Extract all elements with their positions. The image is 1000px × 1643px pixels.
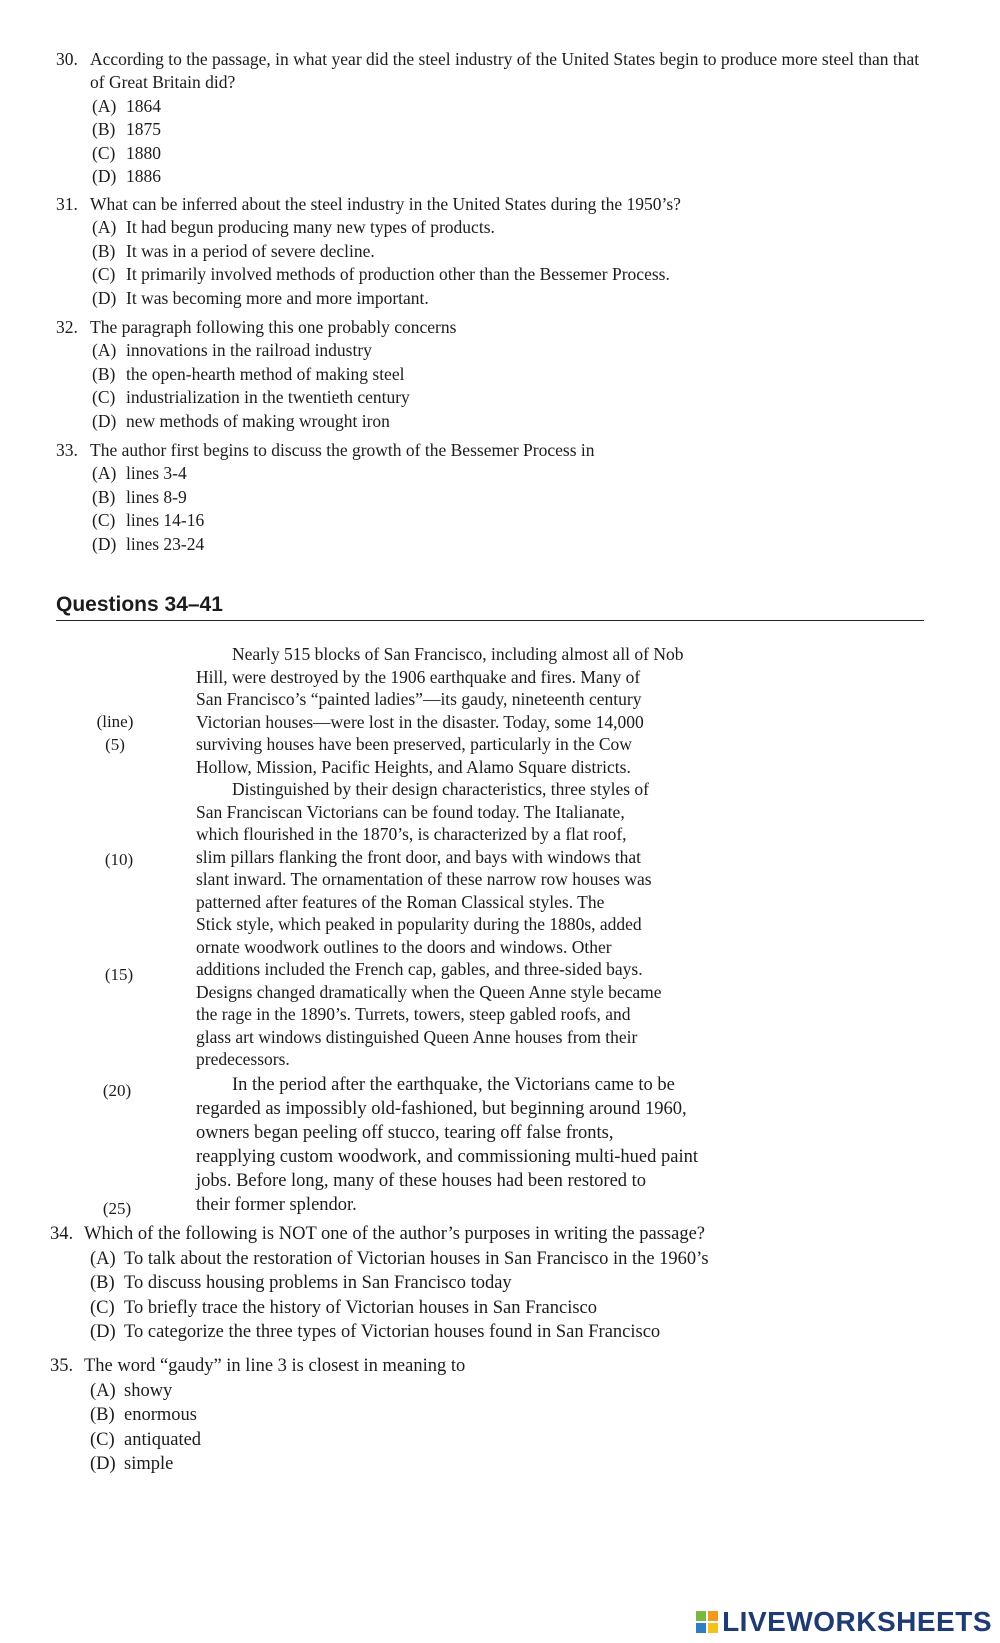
option-c[interactable] (56, 142, 936, 165)
option-label: (B) (90, 1405, 115, 1426)
line-marker-15: (15) (104, 965, 134, 984)
option-label: (A) (92, 463, 117, 484)
option-d[interactable] (56, 410, 936, 433)
option-text: It primarily involved methods of production other than the Bessemer Process. (126, 264, 670, 285)
option-label: (B) (90, 1273, 115, 1294)
option-a[interactable] (56, 216, 936, 239)
question-number: 31. (56, 194, 78, 214)
option-c[interactable] (56, 386, 936, 409)
option-text: new methods of making wrought iron (126, 410, 390, 431)
option-a[interactable] (56, 462, 936, 485)
question-text: Which of the following is NOT one of the author’s purposes in writing the passage? (84, 1224, 705, 1244)
option-label: (C) (92, 387, 116, 408)
option-label: (A) (90, 1248, 116, 1269)
passage-line-2: Hill, were destroyed by the 1906 earthquake and fires. Many of (196, 666, 641, 687)
question-stem (56, 439, 936, 462)
passage-line-14: ornate woodwork outlines to the doors and windows. Other (196, 936, 612, 957)
option-text: innovations in the railroad industry (126, 340, 372, 361)
option-label: (C) (92, 264, 116, 285)
option-text: 1886 (126, 166, 161, 187)
option-b[interactable] (56, 363, 936, 386)
option-c[interactable] (56, 263, 936, 286)
passage-line-18: glass art windows distinguished Queen Anne houses from their (196, 1026, 638, 1047)
question-34 (50, 1222, 950, 1345)
passage-line-21: regarded as impossibly old-fashioned, but beginning around 1960, (196, 1099, 687, 1119)
option-label: (A) (92, 340, 117, 361)
option-label: (C) (92, 142, 116, 163)
question-text: The author first begins to discuss the growth of the Bessemer Process in (90, 440, 595, 460)
passage-line-24: jobs. Before long, many of these houses had been restored to (196, 1171, 647, 1191)
option-text: 1875 (126, 119, 161, 140)
option-a[interactable] (56, 339, 936, 362)
option-b[interactable] (50, 1271, 950, 1296)
option-d[interactable] (50, 1320, 950, 1345)
question-stem (50, 1354, 950, 1379)
passage-line-6: Hollow, Mission, Pacific Heights, and Alamo Square districts. (196, 756, 631, 777)
question-stem (50, 1222, 950, 1247)
option-label: (D) (92, 287, 117, 308)
option-c[interactable] (50, 1428, 950, 1453)
passage-line-19: predecessors. (196, 1049, 290, 1069)
option-text: 1880 (126, 142, 161, 163)
option-c[interactable] (56, 509, 936, 532)
option-label: (D) (90, 1322, 116, 1343)
option-label: (C) (92, 510, 116, 531)
option-label: (D) (92, 410, 117, 431)
passage-line-23: reapplying custom woodwork, and commissioning multi-hued paint (196, 1147, 699, 1167)
option-text: lines 23-24 (126, 533, 205, 554)
option-a[interactable] (56, 95, 936, 118)
option-d[interactable] (56, 533, 936, 556)
line-marker-label: (line) (96, 712, 134, 731)
option-label: (B) (92, 240, 116, 261)
passage-line-16: Designs changed dramatically when the Queen Anne style became (196, 981, 662, 1002)
question-stem (56, 193, 936, 216)
passage-line-7: Distinguished by their design characteristics, three styles of (232, 779, 649, 799)
option-text: It had begun producing many new types of products. (126, 217, 495, 238)
option-b[interactable] (56, 118, 936, 141)
question-text: The word “gaudy” in line 3 is closest in meaning to (84, 1356, 466, 1376)
line-marker-5: (5) (105, 735, 125, 754)
option-text: lines 14-16 (126, 510, 205, 531)
logo-tile-green (696, 1611, 706, 1621)
passage-line-10: slim pillars flanking the front door, and bays with windows that (196, 846, 642, 867)
option-label: (B) (92, 363, 116, 384)
option-text: 1864 (126, 95, 161, 116)
option-text: showy (124, 1380, 173, 1401)
passage-line-3: San Francisco’s “painted ladies”—its gaudy, nineteenth century (196, 689, 642, 709)
option-d[interactable] (56, 165, 936, 188)
question-number: 34. (50, 1224, 74, 1244)
option-d[interactable] (50, 1452, 950, 1477)
question-text: The paragraph following this one probably concerns (90, 317, 457, 337)
option-label: (D) (92, 533, 117, 554)
question-text: According to the passage, in what year did the steel industry of the United States begin to produce more steel than that of Great Britain did? (90, 49, 920, 93)
option-label: (A) (90, 1380, 116, 1401)
option-text: lines 8-9 (126, 486, 187, 507)
option-label: (A) (92, 95, 117, 116)
section-heading: Questions 34–41 (56, 592, 924, 621)
option-text: To briefly trace the history of Victorian houses in San Francisco (124, 1297, 597, 1318)
passage-line-13: Stick style, which peaked in popularity during the 1880s, added (196, 914, 642, 934)
question-31 (56, 193, 936, 310)
logo-tile-orange (708, 1611, 718, 1621)
footer-brand[interactable] (696, 1607, 992, 1637)
logo-tile-blue (696, 1623, 706, 1633)
option-text: the open-hearth method of making steel (126, 363, 405, 384)
line-marker-20: (20) (102, 1081, 132, 1100)
option-text: simple (124, 1454, 174, 1475)
option-text: To talk about the restoration of Victorian houses in San Francisco in the 1960’s (124, 1248, 709, 1269)
option-label: (C) (90, 1297, 115, 1318)
line-marker-25: (25) (102, 1199, 132, 1218)
question-33 (56, 439, 936, 556)
option-text: To categorize the three types of Victorian houses found in San Francisco (124, 1322, 661, 1343)
option-b[interactable] (50, 1403, 950, 1428)
brand-name: LIVEWORKSHEETS (722, 1606, 992, 1637)
option-label: (B) (92, 119, 116, 140)
passage-line-11: slant inward. The ornamentation of these narrow row houses was (196, 869, 652, 889)
question-number: 32. (56, 317, 78, 337)
option-text: lines 3-4 (126, 463, 187, 484)
passage-line-12: patterned after features of the Roman Classical styles. The (196, 891, 605, 912)
passage-line-5: surviving houses have been preserved, particularly in the Cow (196, 734, 632, 754)
question-stem (56, 48, 936, 95)
option-label: (C) (90, 1429, 115, 1450)
passage-line-25: their former splendor. (196, 1195, 357, 1215)
line-marker-10: (10) (104, 850, 134, 869)
question-stem (56, 316, 936, 339)
option-text: It was becoming more and more important. (126, 287, 429, 308)
passage-line-8: San Franciscan Victorians can be found today. The Italianate, (196, 801, 625, 822)
option-d[interactable] (56, 287, 936, 310)
liveworksheets-logo-icon (696, 1611, 718, 1633)
passage-line-4: Victorian houses—were lost in the disaster. Today, some 14,000 (196, 711, 644, 732)
option-text: enormous (124, 1405, 197, 1426)
passage-line-22: owners began peeling off stucco, tearing off false fronts, (196, 1123, 614, 1143)
logo-tile-yellow (708, 1623, 718, 1633)
passage-line-15: additions included the French cap, gables, and three-sided bays. (196, 959, 643, 979)
passage-line-17: the rage in the 1890’s. Turrets, towers, steep gabled roofs, and (196, 1004, 631, 1024)
option-label: (A) (92, 217, 117, 238)
option-text: It was in a period of severe decline. (126, 240, 375, 261)
option-a[interactable] (50, 1247, 950, 1272)
question-35 (50, 1354, 950, 1477)
option-b[interactable] (56, 240, 936, 263)
question-30 (56, 48, 936, 188)
passage-line-1: Nearly 515 blocks of San Francisco, including almost all of Nob (232, 644, 684, 664)
question-number: 35. (50, 1356, 74, 1376)
option-label: (B) (92, 486, 116, 507)
option-b[interactable] (56, 486, 936, 509)
option-c[interactable] (50, 1296, 950, 1321)
passage-line-9: which flourished in the 1870’s, is characterized by a flat roof, (196, 824, 627, 844)
question-number: 33. (56, 440, 78, 460)
question-32 (56, 316, 936, 433)
option-a[interactable] (50, 1379, 950, 1404)
passage-line-20: In the period after the earthquake, the Victorians came to be (232, 1075, 675, 1095)
option-label: (D) (90, 1454, 116, 1475)
option-text: To discuss housing problems in San Francisco today (124, 1273, 512, 1294)
question-number: 30. (56, 49, 78, 69)
option-text: antiquated (124, 1429, 202, 1450)
question-text: What can be inferred about the steel industry in the United States during the 1950’s? (90, 194, 681, 214)
option-label: (D) (92, 166, 117, 187)
option-text: industrialization in the twentieth century (126, 387, 410, 408)
